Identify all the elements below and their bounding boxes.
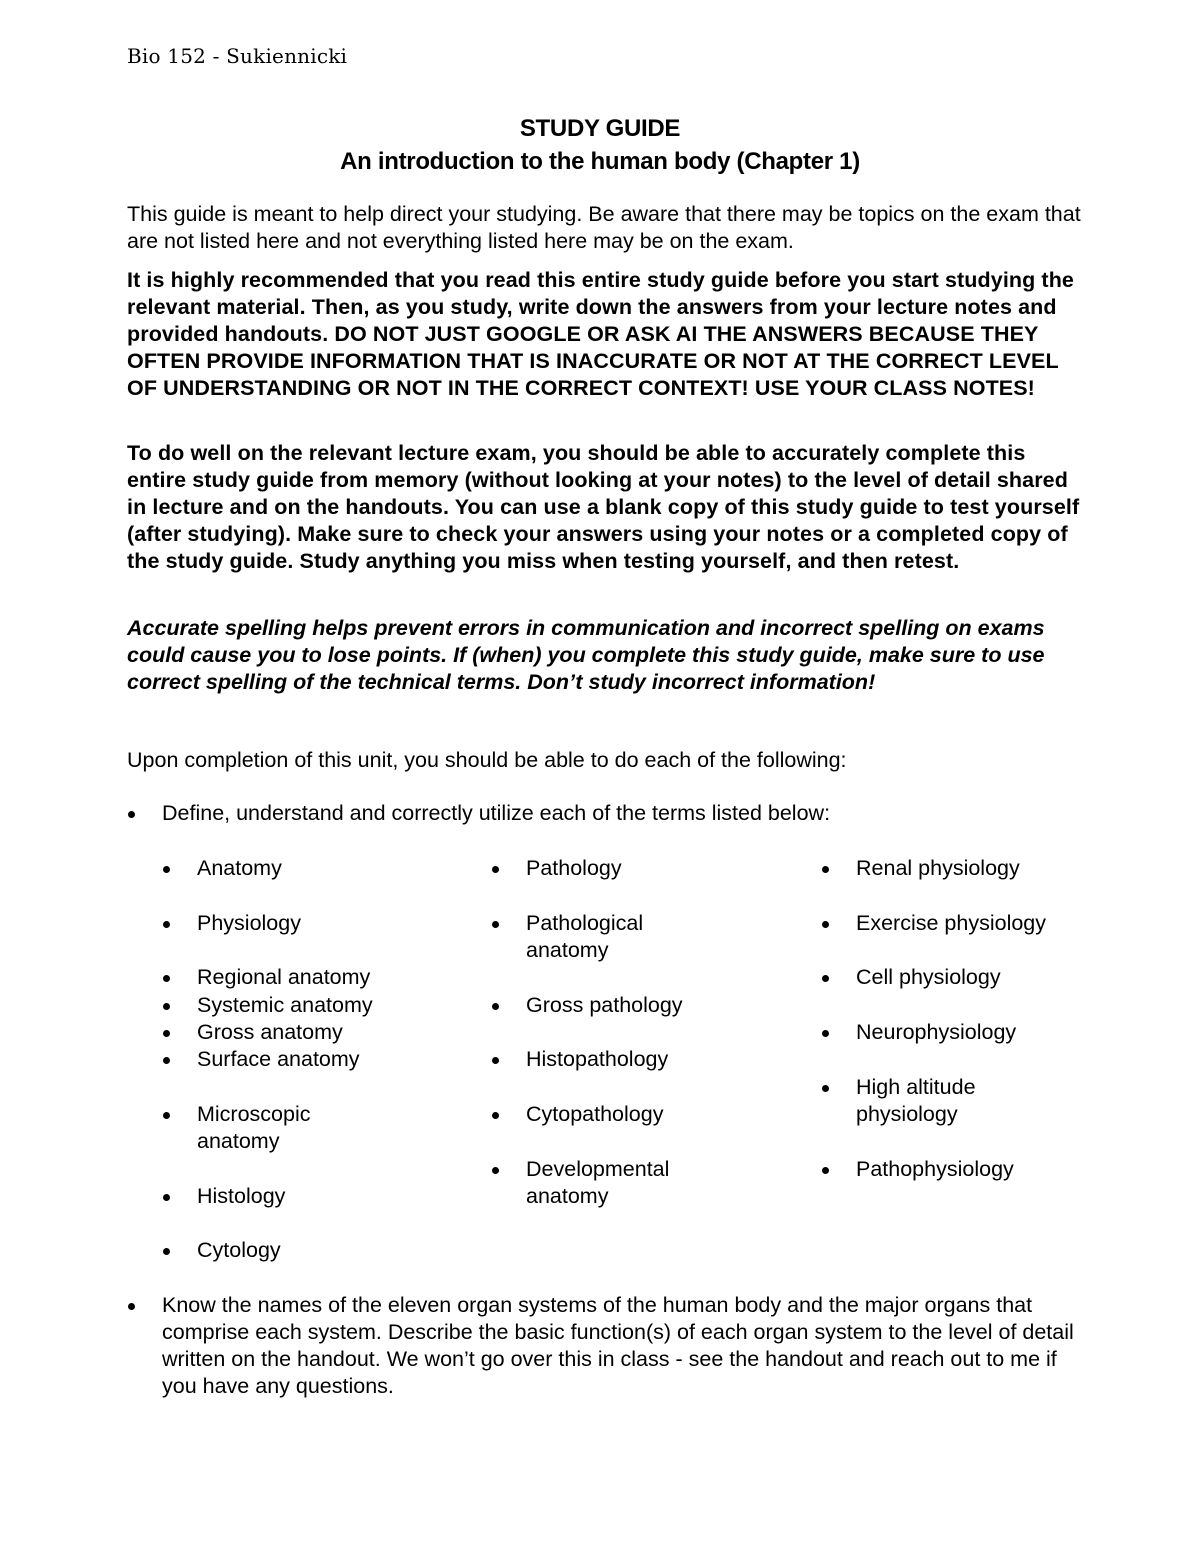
bullet-icon bbox=[163, 866, 170, 873]
term-item: Microscopic anatomy bbox=[197, 1102, 311, 1153]
document-title: STUDY GUIDE bbox=[519, 115, 681, 142]
bullet-icon bbox=[163, 921, 170, 928]
bullet-icon bbox=[163, 1248, 170, 1255]
bullet-icon bbox=[163, 1112, 170, 1119]
term-item: Gross anatomy bbox=[197, 1020, 343, 1044]
term-item: Pathology bbox=[526, 856, 622, 880]
term-item: Pathological anatomy bbox=[526, 911, 644, 962]
bullet-icon bbox=[492, 866, 499, 873]
bullet-icon bbox=[163, 1030, 170, 1037]
bullet-icon bbox=[822, 1030, 829, 1037]
bullet-icon bbox=[492, 1003, 499, 1010]
term-item: Cytology bbox=[197, 1238, 281, 1262]
bullet-icon bbox=[163, 1003, 170, 1010]
bullet-icon bbox=[492, 1167, 499, 1174]
term-item: Exercise physiology bbox=[856, 911, 1047, 935]
bullet-icon bbox=[128, 1303, 135, 1310]
document-subtitle: An introduction to the human body (Chapter 1) bbox=[340, 148, 860, 175]
term-item: Developmental anatomy bbox=[526, 1157, 670, 1208]
bullet-icon bbox=[163, 1194, 170, 1201]
term-item: Anatomy bbox=[197, 856, 282, 880]
bullet-icon bbox=[163, 1057, 170, 1064]
objectives-intro: Upon completion of this unit, you should be able to do each of the following: bbox=[127, 748, 847, 772]
bullet-icon bbox=[128, 811, 135, 818]
term-item: Renal physiology bbox=[856, 856, 1020, 880]
term-item: Histology bbox=[197, 1184, 286, 1208]
term-item: High altitude physiology bbox=[856, 1075, 976, 1126]
intro-paragraph: This guide is meant to help direct your studying. Be aware that there may be topics on the exam that are not listed here and not everything listed here may be on the exam. bbox=[127, 202, 1081, 253]
objective-define-terms: Define, understand and correctly utilize each of the terms listed below: bbox=[162, 801, 831, 825]
exam-advice-paragraph: To do well on the relevant lecture exam, you should be able to accurately complete this entire study guide from memory (without looking at your notes) to the level of detail shared in lecture and on the handouts. You can use a blank copy of this study guide to test yourself (after studying). Make sure to check your answers using your notes or a completed copy of the study guide. Study anything you miss when testing yourself, and then retest. bbox=[127, 441, 1080, 573]
term-item: Cytopathology bbox=[526, 1102, 664, 1126]
bullet-icon bbox=[822, 866, 829, 873]
term-item: Gross pathology bbox=[526, 993, 683, 1017]
term-item: Histopathology bbox=[526, 1047, 669, 1071]
objective-organ-systems: Know the names of the eleven organ systems of the human body and the major organs that comprise each system. Describe the basic function(s) of each organ system to the level of detail written on the handout. We won’t go over this in class - see the handout and reach out to me if you have any questions. bbox=[162, 1293, 1074, 1398]
bullet-icon bbox=[822, 1167, 829, 1174]
term-item: Cell physiology bbox=[856, 965, 1001, 989]
term-item: Regional anatomy bbox=[197, 965, 371, 989]
term-item: Neurophysiology bbox=[856, 1020, 1017, 1044]
page-header: Bio 152 - Sukiennicki bbox=[127, 44, 348, 68]
bullet-icon bbox=[822, 1085, 829, 1092]
bullet-icon bbox=[163, 975, 170, 982]
bullet-icon bbox=[822, 921, 829, 928]
term-item: Pathophysiology bbox=[856, 1157, 1014, 1181]
bullet-icon bbox=[492, 1112, 499, 1119]
bullet-icon bbox=[492, 921, 499, 928]
term-item: Surface anatomy bbox=[197, 1047, 360, 1071]
spelling-note-paragraph: Accurate spelling helps prevent errors in communication and incorrect spelling on exams could cause you to lose points. If (when) you complete this study guide, make sure to use correct spelling of the technical terms. Don’t study incorrect information! bbox=[127, 616, 1045, 694]
term-item: Physiology bbox=[197, 911, 301, 935]
recommendation-paragraph: It is highly recommended that you read this entire study guide before you start studying the relevant material. Then, as you study, write down the answers from your lecture notes and provided handouts. DO NOT JUST GOOGLE OR ASK AI THE ANSWERS BECAUSE THEY OFTEN PROVIDE INFORMATION THAT IS INACCURATE OR NOT AT THE CORRECT LEVEL OF UNDERSTANDING OR NOT IN THE CORRECT CONTEXT! USE YOUR CLASS NOTES! bbox=[127, 268, 1074, 400]
bullet-icon bbox=[822, 975, 829, 982]
term-item: Systemic anatomy bbox=[197, 993, 373, 1017]
bullet-icon bbox=[492, 1057, 499, 1064]
